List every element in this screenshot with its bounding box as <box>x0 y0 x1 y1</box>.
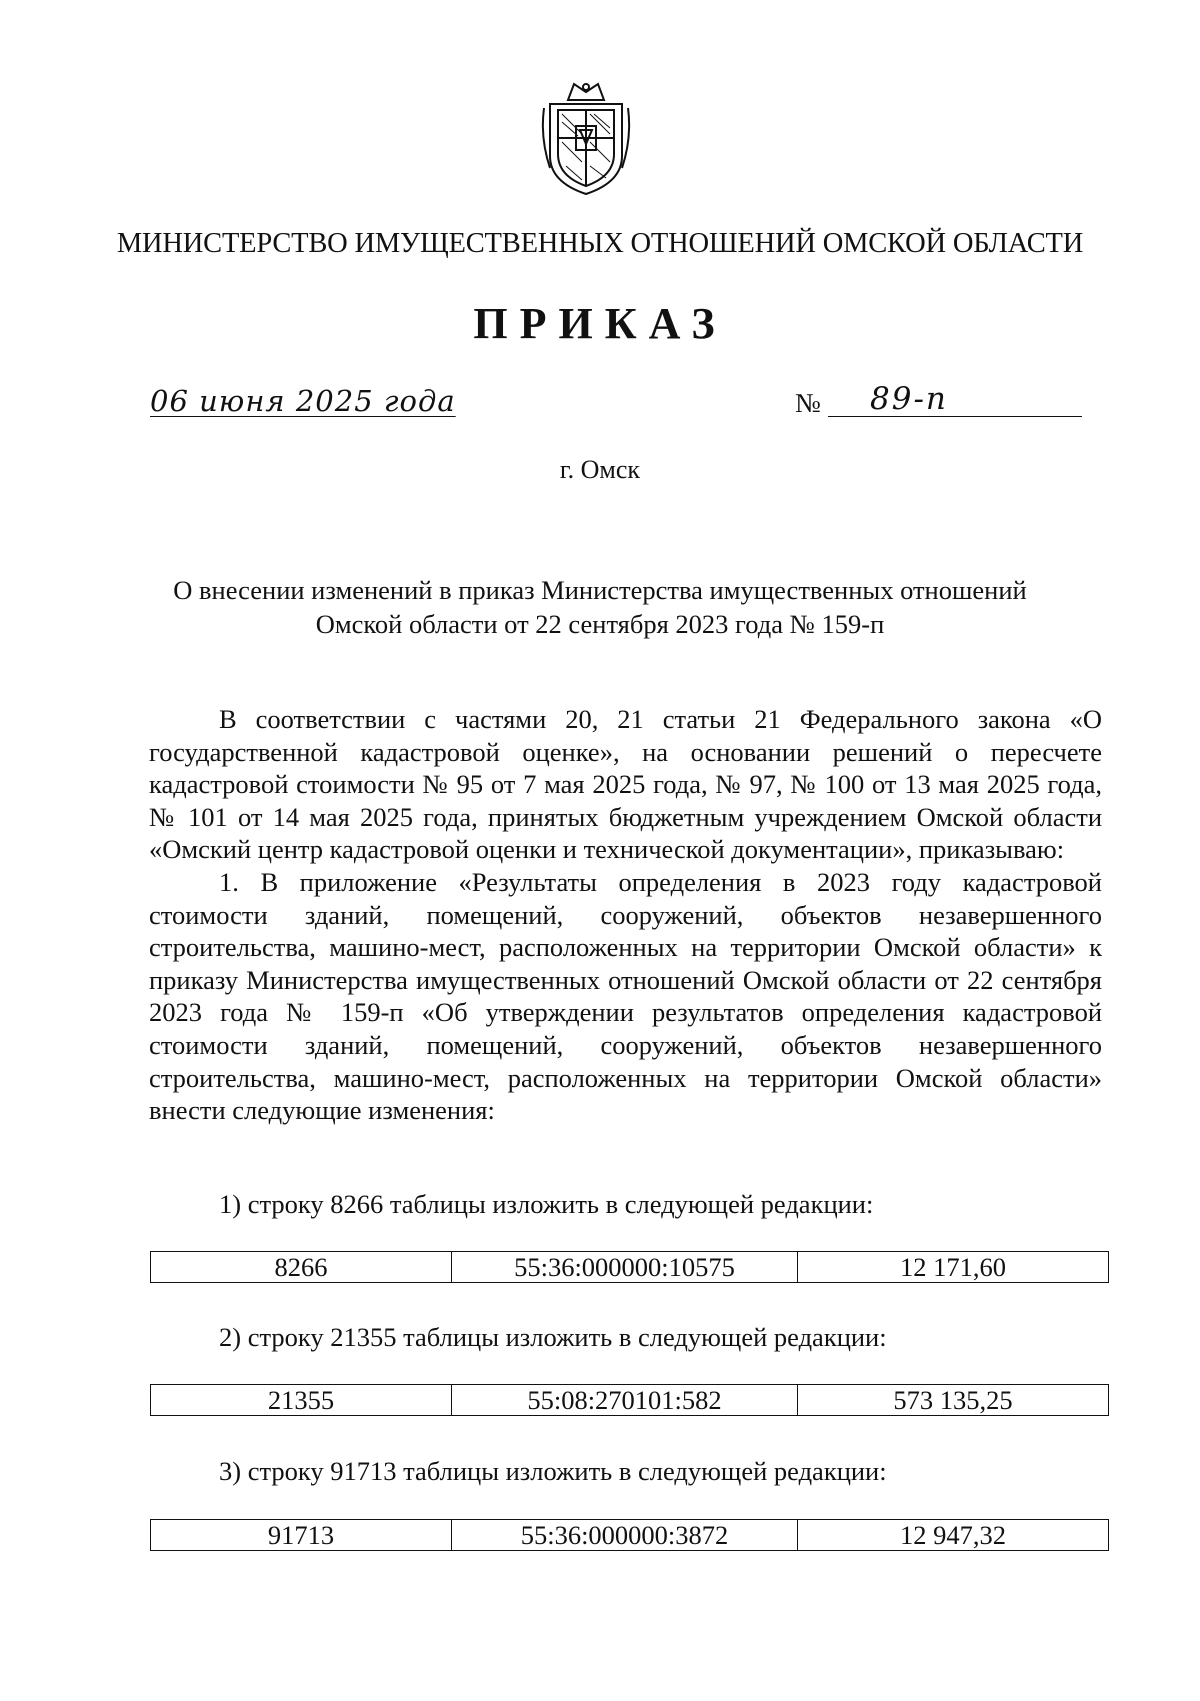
row-number-cell: 91713 <box>151 1520 452 1551</box>
table-row-91713 <box>150 1519 1109 1551</box>
ministry-name: МИНИСТЕРСТВО ИМУЩЕСТВЕННЫХ ОТНОШЕНИЙ ОМСКОЙ ОБЛАСТИ <box>116 228 1084 259</box>
handwritten-number: 89-п <box>870 381 948 417</box>
cadastral-value-cell: 12 171,60 <box>798 1252 1109 1283</box>
item-3-label: 3) строку 91713 таблицы изложить в следующей редакции: <box>219 1456 887 1486</box>
body-paragraph-2: 1. В приложение «Результаты определения в 2023 году кадастровой стоимости зданий, помещений, сооружений, объектов незавершенного строительства, машино-мест, расположенных на территории Омской области» к приказу Министерства имущественных отношений Омской области от 22 сентября 2023 года № 159-п «Об утверждении результатов определения кадастровой стоимости зданий, помещений, сооружений, объектов незавершенного строительства, машино-мест, расположенных на территории Омской области» внести следующие изменения: <box>149 866 1102 1126</box>
city-name: г. Омск <box>559 455 641 484</box>
table-row-21355 <box>150 1384 1109 1416</box>
subject-line-2: Омской области от 22 сентября 2023 года № 159-п <box>315 609 885 639</box>
subject-line-1: О внесении изменений в приказ Министерства имущественных отношений <box>173 575 1027 605</box>
body-paragraph-1: В соответствии с частями 20, 21 статьи 21 Федерального закона «О государственной кадастровой оценке», на основании решений о пересчете кадастровой стоимости № 95 от 7 мая 2025 года, № 97, № 100 от 13 мая 2025 года, № 101 от 14 мая 2025 года, принятых бюджетным учреждением Омской области «Омский центр кадастровой оценки и технической документации», приказываю: <box>149 704 1102 865</box>
number-sign: № <box>795 388 821 418</box>
handwritten-date: 06 июня 2025 года <box>150 384 456 418</box>
item-2-label: 2) строку 21355 таблицы изложить в следующей редакции: <box>219 1322 887 1352</box>
document-title: ПРИКАЗ <box>473 299 727 348</box>
cadastral-number-cell: 55:36:000000:10575 <box>452 1252 798 1283</box>
document-subject <box>100 573 1100 641</box>
row-number-cell: 21355 <box>151 1385 452 1416</box>
item-1-label: 1) строку 8266 таблицы изложить в следующей редакции: <box>219 1189 874 1219</box>
cadastral-number-cell: 55:08:270101:582 <box>452 1385 798 1416</box>
cadastral-value-cell: 573 135,25 <box>798 1385 1109 1416</box>
document-body <box>149 703 1102 1127</box>
row-number-cell: 8266 <box>151 1252 452 1283</box>
cadastral-number-cell: 55:36:000000:3872 <box>452 1520 798 1551</box>
table-row-8266 <box>150 1251 1109 1283</box>
cadastral-value-cell: 12 947,32 <box>798 1520 1109 1551</box>
number-underline <box>828 416 1082 417</box>
coat-of-arms-icon <box>538 78 634 198</box>
